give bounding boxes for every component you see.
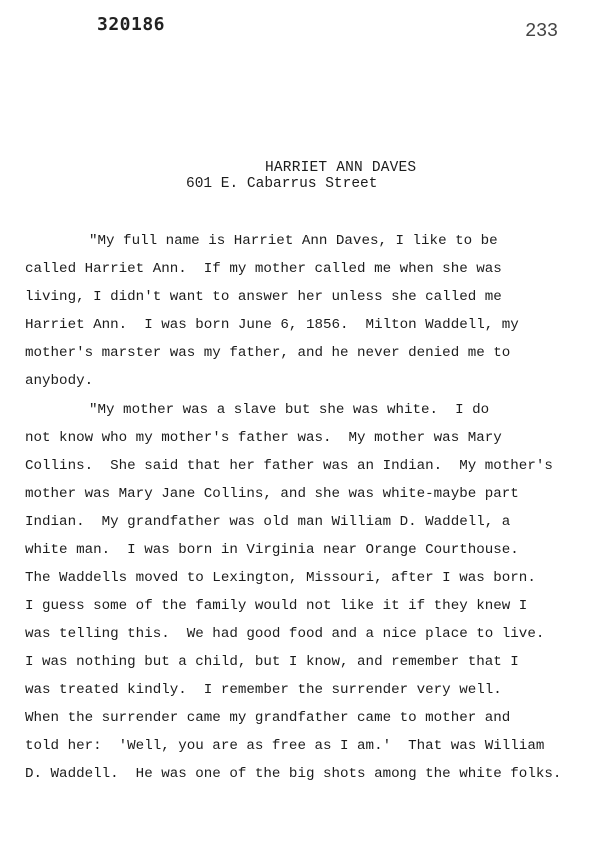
text-line: anybody. <box>25 373 94 389</box>
text-line: living, I didn't want to answer her unless she called me <box>25 289 502 305</box>
document-number: 320186 <box>97 14 166 35</box>
text-line: I guess some of the family would not like it if they knew I <box>25 598 528 614</box>
text-line: not know who my mother's father was. My mother was Mary <box>25 430 502 446</box>
page-number: 233 <box>525 20 558 42</box>
text-line: was telling this. We had good food and a nice place to live. <box>25 626 545 642</box>
text-line: was treated kindly. I remember the surrender very well. <box>25 682 502 698</box>
text-line: When the surrender came my grandfather came to mother and <box>25 710 511 726</box>
text-line: Collins. She said that her father was an Indian. My mother's <box>25 458 553 474</box>
text-line: I was nothing but a child, but I know, and remember that I <box>25 654 519 670</box>
text-line: white man. I was born in Virginia near Orange Courthouse. <box>25 542 519 558</box>
text-line: told her: 'Well, you are as free as I am.' That was William <box>25 738 545 754</box>
document-title: HARRIET ANN DAVES <box>265 160 417 176</box>
text-line: Indian. My grandfather was old man William D. Waddell, a <box>25 514 511 530</box>
text-line: mother was Mary Jane Collins, and she was white-maybe part <box>25 486 519 502</box>
text-line: The Waddells moved to Lexington, Missouri, after I was born. <box>25 570 536 586</box>
text-line: "My full name is Harriet Ann Daves, I like to be <box>89 233 498 249</box>
text-line: "My mother was a slave but she was white. I do <box>89 402 490 418</box>
text-line: Harriet Ann. I was born June 6, 1856. Milton Waddell, my <box>25 317 519 333</box>
text-line: called Harriet Ann. If my mother called me when she was <box>25 261 502 277</box>
document-address: 601 E. Cabarrus Street <box>186 176 378 192</box>
text-line: D. Waddell. He was one of the big shots among the white folks. <box>25 766 562 782</box>
text-line: mother's marster was my father, and he never denied me to <box>25 345 511 361</box>
